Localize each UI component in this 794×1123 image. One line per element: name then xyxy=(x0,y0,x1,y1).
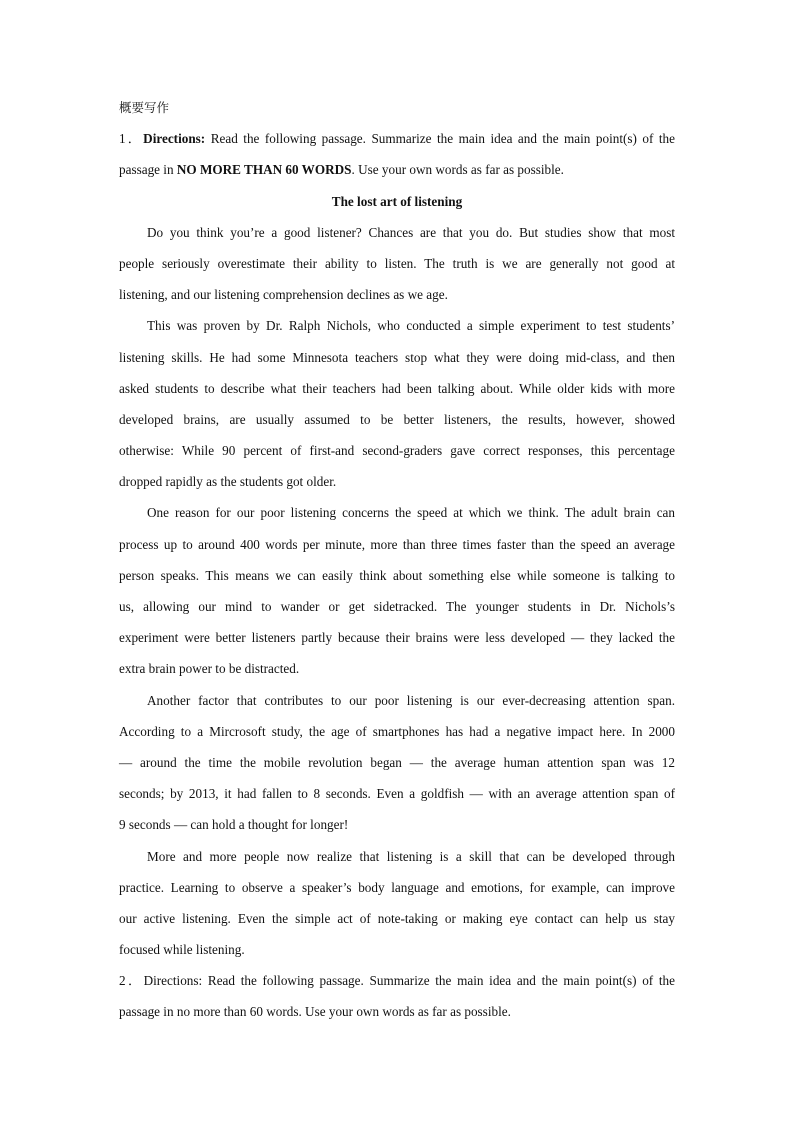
q1-number: 1． xyxy=(119,131,144,147)
q1-word-limit: NO MORE THAN 60 WORDS xyxy=(176,162,352,178)
passage-line: Another factor that contributes to our poor listening is our ever-decreasing attention span. xyxy=(147,692,675,708)
passage-line: person speaks. This means we can easily think about something else while someone is talking to xyxy=(119,567,675,583)
q2-directions-line-2: passage in no more than 60 words. Use your own words as far as possible. xyxy=(119,1004,511,1020)
passage-line: One reason for our poor listening concerns the speed at which we think. The adult brain can xyxy=(147,505,675,521)
passage-line: — around the time the mobile revolution began — the average human attention span was 12 xyxy=(119,754,675,770)
section-heading: 概要写作 xyxy=(119,100,170,115)
passage-line: otherwise: While 90 percent of first-and second-graders gave correct responses, this percentage xyxy=(119,443,675,459)
passage-line: listening skills. He had some Minnesota teachers stop what they were doing mid-class, and then xyxy=(119,349,675,365)
q1-directions-text-a: Read the following passage. Summarize the main idea and the main point(s) of the xyxy=(205,131,675,147)
passage-line: developed brains, are usually assumed to be better listeners, the results, however, showed xyxy=(119,411,675,427)
passage-line: seconds; by 2013, it had fallen to 8 seconds. Even a goldfish — with an average attention span of xyxy=(119,786,675,802)
passage-line: asked students to describe what their teachers had been talking about. While older kids with more xyxy=(119,380,675,396)
passage-line: dropped rapidly as the students got older. xyxy=(119,474,337,490)
q2-directions-line-1: 2．Directions: Read the following passage. Summarize the main idea and the main point(s) of the xyxy=(119,973,675,989)
passage-line: practice. Learning to observe a speaker’s body language and emotions, for example, can improve xyxy=(119,879,675,895)
passage-line: Do you think you’re a good listener? Chances are that you do. But studies show that most xyxy=(147,224,675,240)
q1-directions-line-1 xyxy=(119,123,675,154)
passage-line: 9 seconds — can hold a thought for longer! xyxy=(119,817,349,833)
passage-line: us, allowing our mind to wander or get sidetracked. The younger students in Dr. Nichols’s xyxy=(119,599,675,614)
document-page xyxy=(119,92,675,1028)
passage-line: our active listening. Even the simple act of note-taking or making eye contact can help us stay xyxy=(119,910,675,926)
passage-line: According to a Mircrosoft study, the age of smartphones has had a negative impact here. In 2000 xyxy=(119,723,675,739)
passage-line: More and more people now realize that listening is a skill that can be developed through xyxy=(147,848,675,864)
passage-line: experiment were better listeners partly because their brains were less developed — they lacked the xyxy=(119,630,675,646)
passage-line: extra brain power to be distracted. xyxy=(119,661,300,677)
passage-title: The lost art of listening xyxy=(331,193,463,209)
passage-line: people seriously overestimate their ability to listen. The truth is we are generally not good at xyxy=(119,255,675,271)
q1-directions-text-b: passage in xyxy=(119,162,177,178)
q1-directions-line-2 xyxy=(119,154,675,185)
passage-line: process up to around 400 words per minute, more than three times faster than the speed an average xyxy=(119,536,675,552)
passage-line: focused while listening. xyxy=(119,942,245,958)
passage-line: listening, and our listening comprehension declines as we age. xyxy=(119,287,448,303)
q1-directions-text-c: . Use your own words as far as possible. xyxy=(351,162,564,178)
passage-line: This was proven by Dr. Ralph Nichols, who conducted a simple experiment to test students’ xyxy=(147,318,675,334)
q1-directions-label: Directions: xyxy=(143,131,206,147)
